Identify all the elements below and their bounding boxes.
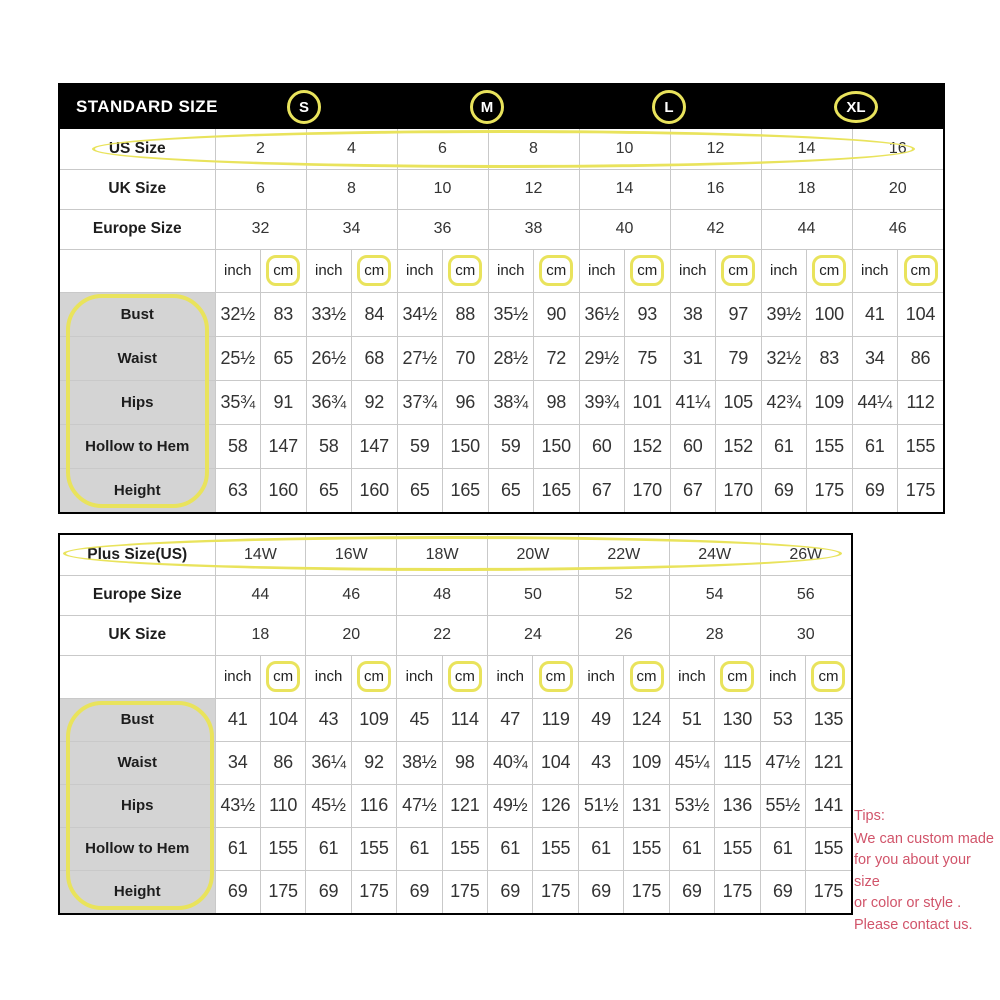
row-label-plus-size-us: Plus Size(US) <box>60 535 215 575</box>
measurement-inch-value: 27½ <box>397 336 443 380</box>
size-row-europe-size <box>60 209 943 249</box>
measurement-inch-value: 51 <box>669 698 714 741</box>
measurement-inch-value: 65 <box>488 468 534 512</box>
measurement-cm-value: 175 <box>805 870 851 913</box>
unit-cm-cell <box>715 655 760 698</box>
unit-cm-label: cm <box>811 661 845 692</box>
size-value-cell: 6 <box>215 169 306 209</box>
measurement-cm-value: 114 <box>442 698 487 741</box>
measurement-inch-value: 28½ <box>488 336 534 380</box>
measurement-cm-value: 141 <box>805 784 851 827</box>
measurement-cm-value: 109 <box>351 698 396 741</box>
measurement-inch-value: 61 <box>669 827 714 870</box>
size-value-cell: 36 <box>397 209 488 249</box>
row-label-uk-size: UK Size <box>60 169 215 209</box>
unit-cm-cell <box>805 655 851 698</box>
size-value-cell: 20 <box>306 615 397 655</box>
size-value-cell: 30 <box>760 615 851 655</box>
measurement-cm-value: 105 <box>716 380 762 424</box>
measurement-cm-value: 131 <box>624 784 669 827</box>
measurement-inch-value: 31 <box>670 336 716 380</box>
size-value-cell: 28 <box>669 615 760 655</box>
measurement-inch-value: 65 <box>306 468 352 512</box>
unit-row-label <box>60 655 215 698</box>
unit-cm-label: cm <box>630 255 664 286</box>
custom-made-tips <box>854 806 1000 936</box>
measurement-row-hollow-to-hem <box>60 424 943 468</box>
measurement-cm-value: 155 <box>351 827 396 870</box>
measurement-cm-value: 86 <box>898 336 944 380</box>
measurement-inch-value: 61 <box>760 827 805 870</box>
row-label-europe-size: Europe Size <box>60 575 215 615</box>
row-label-hips: Hips <box>60 784 215 827</box>
row-label-uk-size: UK Size <box>60 615 215 655</box>
standard-size-grid <box>60 129 943 512</box>
measurement-inch-value: 49½ <box>488 784 533 827</box>
measurement-cm-value: 175 <box>715 870 760 913</box>
measurement-cm-value: 170 <box>716 468 762 512</box>
measurement-cm-value: 152 <box>716 424 762 468</box>
unit-cm-cell <box>261 249 307 292</box>
unit-inch-label: inch <box>669 655 714 698</box>
row-label-height: Height <box>60 468 215 512</box>
size-value-cell: 56 <box>760 575 851 615</box>
measurement-cm-value: 75 <box>625 336 671 380</box>
measurement-inch-value: 45½ <box>306 784 351 827</box>
measurement-cm-value: 84 <box>352 292 398 336</box>
unit-cm-cell <box>625 249 671 292</box>
size-value-cell: 44 <box>215 575 306 615</box>
measurement-cm-value: 65 <box>261 336 307 380</box>
unit-inch-label: inch <box>579 249 625 292</box>
measurement-cm-value: 72 <box>534 336 580 380</box>
measurement-cm-value: 109 <box>624 741 669 784</box>
measurement-cm-value: 79 <box>716 336 762 380</box>
unit-inch-label: inch <box>578 655 623 698</box>
measurement-cm-value: 91 <box>261 380 307 424</box>
unit-cm-cell <box>624 655 669 698</box>
size-value-cell: 16 <box>852 129 943 169</box>
measurement-cm-value: 155 <box>715 827 760 870</box>
tips-line: We can custom made <box>854 830 994 847</box>
measurement-row-hips <box>60 380 943 424</box>
size-value-cell: 54 <box>669 575 760 615</box>
row-label-europe-size: Europe Size <box>60 209 215 249</box>
measurement-inch-value: 34 <box>215 741 260 784</box>
measurement-cm-value: 155 <box>624 827 669 870</box>
measurement-inch-value: 39¾ <box>579 380 625 424</box>
size-row-europe-size <box>60 575 851 615</box>
unit-cm-label: cm <box>357 255 391 286</box>
unit-inch-label: inch <box>215 249 261 292</box>
size-value-cell: 26W <box>760 535 851 575</box>
size-value-cell: 22 <box>397 615 488 655</box>
unit-cm-label: cm <box>266 661 300 692</box>
size-value-cell: 26 <box>578 615 669 655</box>
measurement-cm-value: 150 <box>443 424 489 468</box>
plus-size-table <box>58 533 853 915</box>
measurement-inch-value: 53½ <box>669 784 714 827</box>
measurement-inch-value: 59 <box>397 424 443 468</box>
measurement-cm-value: 175 <box>533 870 578 913</box>
measurement-cm-value: 93 <box>625 292 671 336</box>
measurement-inch-value: 59 <box>488 424 534 468</box>
unit-cm-label: cm <box>266 255 300 286</box>
measurement-inch-value: 67 <box>670 468 716 512</box>
size-value-cell: 12 <box>488 169 579 209</box>
tips-title: Tips: <box>854 808 885 824</box>
measurement-inch-value: 34 <box>852 336 898 380</box>
measurement-cm-value: 135 <box>805 698 851 741</box>
unit-row <box>60 655 851 698</box>
measurement-inch-value: 47½ <box>397 784 442 827</box>
measurement-cm-value: 104 <box>533 741 578 784</box>
measurement-inch-value: 69 <box>215 870 260 913</box>
measurement-inch-value: 47 <box>488 698 533 741</box>
measurement-cm-value: 155 <box>260 827 305 870</box>
measurement-inch-value: 38¾ <box>488 380 534 424</box>
unit-cm-cell <box>442 655 487 698</box>
measurement-cm-value: 136 <box>715 784 760 827</box>
measurement-inch-value: 58 <box>215 424 261 468</box>
measurement-cm-value: 98 <box>534 380 580 424</box>
measurement-row-hips <box>60 784 851 827</box>
measurement-cm-value: 155 <box>898 424 944 468</box>
measurement-cm-value: 86 <box>260 741 305 784</box>
unit-cm-label: cm <box>721 255 755 286</box>
measurement-cm-value: 121 <box>805 741 851 784</box>
measurement-inch-value: 60 <box>670 424 716 468</box>
size-value-cell: 46 <box>306 575 397 615</box>
unit-cm-cell <box>534 249 580 292</box>
size-value-cell: 32 <box>215 209 306 249</box>
size-value-cell: 14W <box>215 535 306 575</box>
measurement-cm-value: 175 <box>442 870 487 913</box>
row-label-height: Height <box>60 870 215 913</box>
measurement-inch-value: 61 <box>761 424 807 468</box>
measurement-inch-value: 36¼ <box>306 741 351 784</box>
size-value-cell: 18 <box>761 169 852 209</box>
size-value-cell: 10 <box>397 169 488 209</box>
unit-inch-label: inch <box>397 655 442 698</box>
unit-inch-label: inch <box>488 249 534 292</box>
measurement-inch-value: 32½ <box>761 336 807 380</box>
unit-inch-label: inch <box>215 655 260 698</box>
row-label-us-size: US Size <box>60 129 215 169</box>
unit-inch-label: inch <box>761 249 807 292</box>
measurement-cm-value: 160 <box>352 468 398 512</box>
unit-cm-cell <box>351 655 396 698</box>
measurement-cm-value: 165 <box>443 468 489 512</box>
measurement-cm-value: 175 <box>624 870 669 913</box>
measurement-inch-value: 26½ <box>306 336 352 380</box>
measurement-inch-value: 69 <box>397 870 442 913</box>
size-value-cell: 14 <box>579 169 670 209</box>
measurement-cm-value: 147 <box>352 424 398 468</box>
tips-line: Please contact us. <box>854 916 973 933</box>
measurement-cm-value: 70 <box>443 336 489 380</box>
measurement-cm-value: 160 <box>261 468 307 512</box>
unit-inch-label: inch <box>488 655 533 698</box>
measurement-inch-value: 60 <box>579 424 625 468</box>
measurement-inch-value: 69 <box>761 468 807 512</box>
measurement-inch-value: 61 <box>488 827 533 870</box>
row-label-bust: Bust <box>60 292 215 336</box>
size-value-cell: 42 <box>670 209 761 249</box>
measurement-cm-value: 175 <box>898 468 944 512</box>
measurement-cm-value: 155 <box>805 827 851 870</box>
tips-line: or color or style . <box>854 895 962 911</box>
standard-size-table <box>58 83 945 514</box>
measurement-cm-value: 170 <box>625 468 671 512</box>
measurement-cm-value: 130 <box>715 698 760 741</box>
measurement-inch-value: 47½ <box>760 741 805 784</box>
measurement-cm-value: 155 <box>807 424 853 468</box>
measurement-inch-value: 61 <box>397 827 442 870</box>
measurement-cm-value: 96 <box>443 380 489 424</box>
unit-cm-label: cm <box>357 661 391 692</box>
size-badge-m: M <box>470 90 504 124</box>
size-value-cell: 34 <box>306 209 397 249</box>
measurement-cm-value: 175 <box>351 870 396 913</box>
measurement-inch-value: 69 <box>760 870 805 913</box>
measurement-cm-value: 68 <box>352 336 398 380</box>
measurement-inch-value: 45¼ <box>669 741 714 784</box>
measurement-cm-value: 165 <box>534 468 580 512</box>
measurement-inch-value: 43 <box>578 741 623 784</box>
measurement-inch-value: 65 <box>397 468 443 512</box>
measurement-inch-value: 58 <box>306 424 352 468</box>
measurement-cm-value: 100 <box>807 292 853 336</box>
measurement-inch-value: 55½ <box>760 784 805 827</box>
unit-cm-cell <box>807 249 853 292</box>
measurement-inch-value: 38½ <box>397 741 442 784</box>
measurement-cm-value: 104 <box>260 698 305 741</box>
measurement-cm-value: 109 <box>807 380 853 424</box>
measurement-inch-value: 36½ <box>579 292 625 336</box>
measurement-inch-value: 42¾ <box>761 380 807 424</box>
unit-cm-label: cm <box>904 255 938 286</box>
measurement-cm-value: 101 <box>625 380 671 424</box>
measurement-inch-value: 35½ <box>488 292 534 336</box>
measurement-inch-value: 41¼ <box>670 380 716 424</box>
measurement-cm-value: 147 <box>261 424 307 468</box>
size-badge-s: S <box>287 90 321 124</box>
unit-cm-cell <box>443 249 489 292</box>
unit-cm-label: cm <box>448 661 482 692</box>
size-row-uk-size <box>60 169 943 209</box>
unit-cm-label: cm <box>720 661 754 692</box>
measurement-cm-value: 119 <box>533 698 578 741</box>
measurement-inch-value: 38 <box>670 292 716 336</box>
measurement-inch-value: 67 <box>579 468 625 512</box>
measurement-cm-value: 88 <box>443 292 489 336</box>
measurement-cm-value: 112 <box>898 380 944 424</box>
size-value-cell: 46 <box>852 209 943 249</box>
plus-size-grid <box>60 535 851 913</box>
row-label-bust: Bust <box>60 698 215 741</box>
measurement-cm-value: 90 <box>534 292 580 336</box>
unit-cm-label: cm <box>448 255 482 286</box>
measurement-cm-value: 155 <box>442 827 487 870</box>
measurement-row-bust <box>60 698 851 741</box>
measurement-inch-value: 39½ <box>761 292 807 336</box>
measurement-cm-value: 104 <box>898 292 944 336</box>
measurement-inch-value: 49 <box>578 698 623 741</box>
unit-cm-cell <box>352 249 398 292</box>
measurement-inch-value: 61 <box>215 827 260 870</box>
unit-inch-label: inch <box>306 655 351 698</box>
unit-inch-label: inch <box>760 655 805 698</box>
measurement-inch-value: 43 <box>306 698 351 741</box>
measurement-cm-value: 126 <box>533 784 578 827</box>
measurement-inch-value: 43½ <box>215 784 260 827</box>
measurement-row-height <box>60 468 943 512</box>
measurement-cm-value: 175 <box>260 870 305 913</box>
measurement-cm-value: 155 <box>533 827 578 870</box>
size-value-cell: 18W <box>397 535 488 575</box>
measurement-inch-value: 41 <box>852 292 898 336</box>
measurement-inch-value: 34½ <box>397 292 443 336</box>
measurement-cm-value: 115 <box>715 741 760 784</box>
measurement-inch-value: 53 <box>760 698 805 741</box>
size-value-cell: 6 <box>397 129 488 169</box>
measurement-inch-value: 69 <box>852 468 898 512</box>
measurement-inch-value: 63 <box>215 468 261 512</box>
unit-inch-label: inch <box>852 249 898 292</box>
size-value-cell: 12 <box>670 129 761 169</box>
unit-cm-label: cm <box>539 661 573 692</box>
size-value-cell: 20 <box>852 169 943 209</box>
unit-cm-label: cm <box>630 661 664 692</box>
measurement-row-waist <box>60 741 851 784</box>
measurement-inch-value: 36¾ <box>306 380 352 424</box>
measurement-row-hollow-to-hem <box>60 827 851 870</box>
size-value-cell: 10 <box>579 129 670 169</box>
measurement-cm-value: 121 <box>442 784 487 827</box>
size-row-us-size <box>60 129 943 169</box>
measurement-inch-value: 44¼ <box>852 380 898 424</box>
size-value-cell: 48 <box>397 575 488 615</box>
row-label-hips: Hips <box>60 380 215 424</box>
row-label-hollow-to-hem: Hollow to Hem <box>60 827 215 870</box>
size-row-plus-size-us <box>60 535 851 575</box>
size-value-cell: 14 <box>761 129 852 169</box>
size-value-cell: 8 <box>306 169 397 209</box>
measurement-row-waist <box>60 336 943 380</box>
measurement-inch-value: 51½ <box>578 784 623 827</box>
unit-cm-label: cm <box>539 255 573 286</box>
tips-line: for you about your size <box>854 852 971 890</box>
measurement-inch-value: 40¾ <box>488 741 533 784</box>
measurement-cm-value: 150 <box>534 424 580 468</box>
row-label-waist: Waist <box>60 741 215 784</box>
measurement-cm-value: 83 <box>807 336 853 380</box>
size-value-cell: 52 <box>578 575 669 615</box>
size-value-cell: 18 <box>215 615 306 655</box>
unit-cm-label: cm <box>812 255 846 286</box>
measurement-cm-value: 124 <box>624 698 669 741</box>
row-label-hollow-to-hem: Hollow to Hem <box>60 424 215 468</box>
measurement-inch-value: 69 <box>488 870 533 913</box>
unit-cm-cell <box>260 655 305 698</box>
standard-size-header <box>60 85 943 129</box>
size-value-cell: 44 <box>761 209 852 249</box>
unit-cm-cell <box>898 249 944 292</box>
measurement-inch-value: 69 <box>306 870 351 913</box>
size-value-cell: 38 <box>488 209 579 249</box>
measurement-cm-value: 110 <box>260 784 305 827</box>
size-value-cell: 8 <box>488 129 579 169</box>
size-badge-xl: XL <box>834 91 878 123</box>
size-value-cell: 22W <box>578 535 669 575</box>
unit-row-label <box>60 249 215 292</box>
measurement-inch-value: 29½ <box>579 336 625 380</box>
size-row-uk-size <box>60 615 851 655</box>
size-badge-l: L <box>652 90 686 124</box>
size-value-cell: 50 <box>488 575 579 615</box>
size-value-cell: 2 <box>215 129 306 169</box>
measurement-inch-value: 69 <box>578 870 623 913</box>
measurement-cm-value: 97 <box>716 292 762 336</box>
standard-size-title: STANDARD SIZE <box>76 97 218 116</box>
measurement-inch-value: 69 <box>669 870 714 913</box>
measurement-inch-value: 41 <box>215 698 260 741</box>
row-label-waist: Waist <box>60 336 215 380</box>
measurement-inch-value: 37¾ <box>397 380 443 424</box>
measurement-inch-value: 25½ <box>215 336 261 380</box>
measurement-cm-value: 116 <box>351 784 396 827</box>
measurement-row-bust <box>60 292 943 336</box>
measurement-cm-value: 152 <box>625 424 671 468</box>
measurement-inch-value: 45 <box>397 698 442 741</box>
measurement-inch-value: 35¾ <box>215 380 261 424</box>
measurement-inch-value: 61 <box>578 827 623 870</box>
measurement-inch-value: 32½ <box>215 292 261 336</box>
measurement-cm-value: 92 <box>352 380 398 424</box>
measurement-inch-value: 61 <box>852 424 898 468</box>
size-value-cell: 24W <box>669 535 760 575</box>
size-value-cell: 16W <box>306 535 397 575</box>
measurement-inch-value: 33½ <box>306 292 352 336</box>
unit-inch-label: inch <box>306 249 352 292</box>
measurement-cm-value: 83 <box>261 292 307 336</box>
unit-cm-cell <box>716 249 762 292</box>
measurement-cm-value: 175 <box>807 468 853 512</box>
unit-cm-cell <box>533 655 578 698</box>
measurement-row-height <box>60 870 851 913</box>
unit-inch-label: inch <box>397 249 443 292</box>
size-value-cell: 16 <box>670 169 761 209</box>
size-value-cell: 4 <box>306 129 397 169</box>
size-value-cell: 40 <box>579 209 670 249</box>
unit-row <box>60 249 943 292</box>
measurement-inch-value: 61 <box>306 827 351 870</box>
size-value-cell: 24 <box>488 615 579 655</box>
measurement-cm-value: 92 <box>351 741 396 784</box>
measurement-cm-value: 98 <box>442 741 487 784</box>
unit-inch-label: inch <box>670 249 716 292</box>
size-value-cell: 20W <box>488 535 579 575</box>
